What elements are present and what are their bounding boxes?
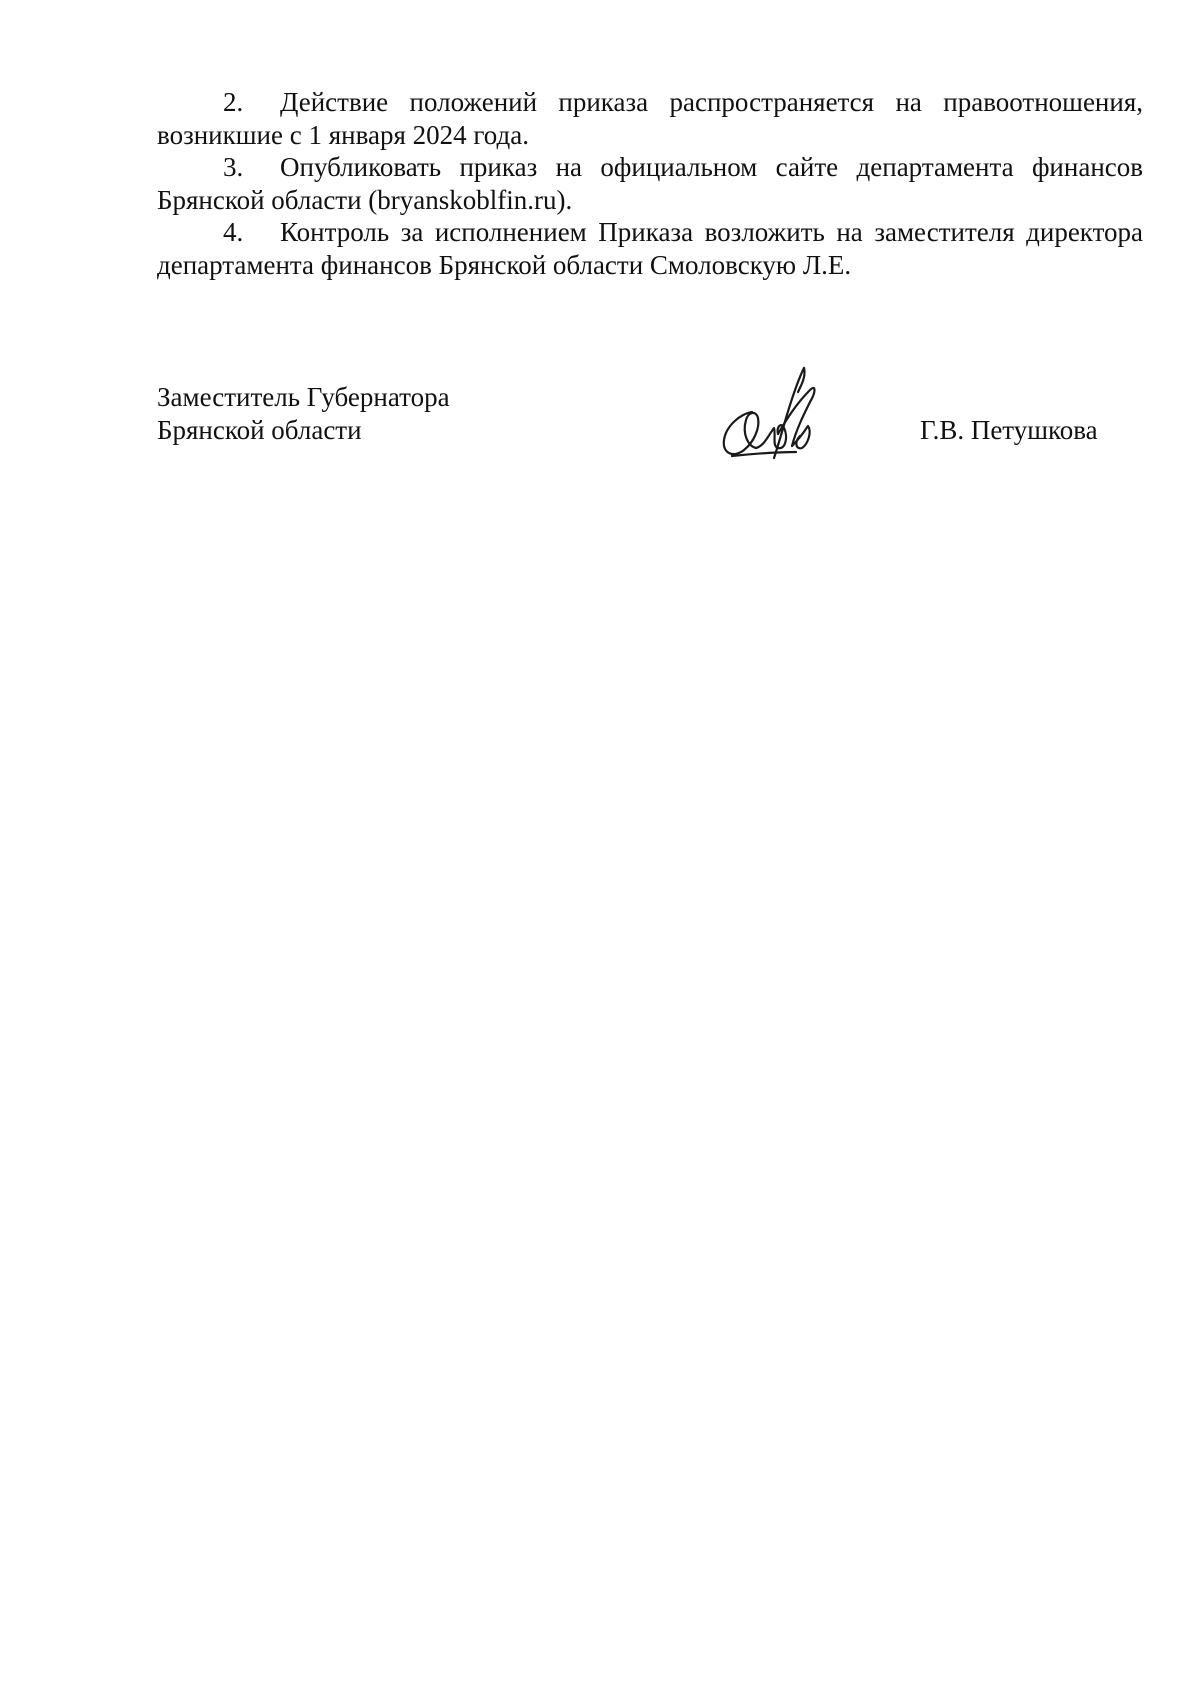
order-item-4 bbox=[157, 216, 1143, 281]
item-text: Действие положений приказа распространяется на правоотношения, возникшие с 1 января 2024 года. bbox=[157, 87, 1143, 150]
signatory-name: Г.В. Петушкова bbox=[920, 415, 1098, 445]
order-item-3 bbox=[157, 151, 1143, 216]
position-line-1: Заместитель Губернатора bbox=[157, 382, 450, 412]
item-number: 4. bbox=[223, 217, 244, 247]
signatory-position bbox=[157, 381, 450, 446]
item-text: Опубликовать приказ на официальном сайте департамента финансов Брянской области (bryanskoblfin.ru). bbox=[157, 152, 1143, 215]
signature-icon bbox=[712, 362, 832, 472]
position-line-2: Брянской области bbox=[157, 414, 362, 445]
order-items bbox=[157, 86, 1143, 281]
item-text: Контроль за исполнением Приказа возложить на заместителя директора департамента финансов Брянской области Смоловскую Л.Е. bbox=[157, 217, 1143, 280]
item-number: 2. bbox=[223, 87, 244, 117]
order-item-2 bbox=[157, 86, 1143, 151]
item-number: 3. bbox=[223, 152, 244, 182]
